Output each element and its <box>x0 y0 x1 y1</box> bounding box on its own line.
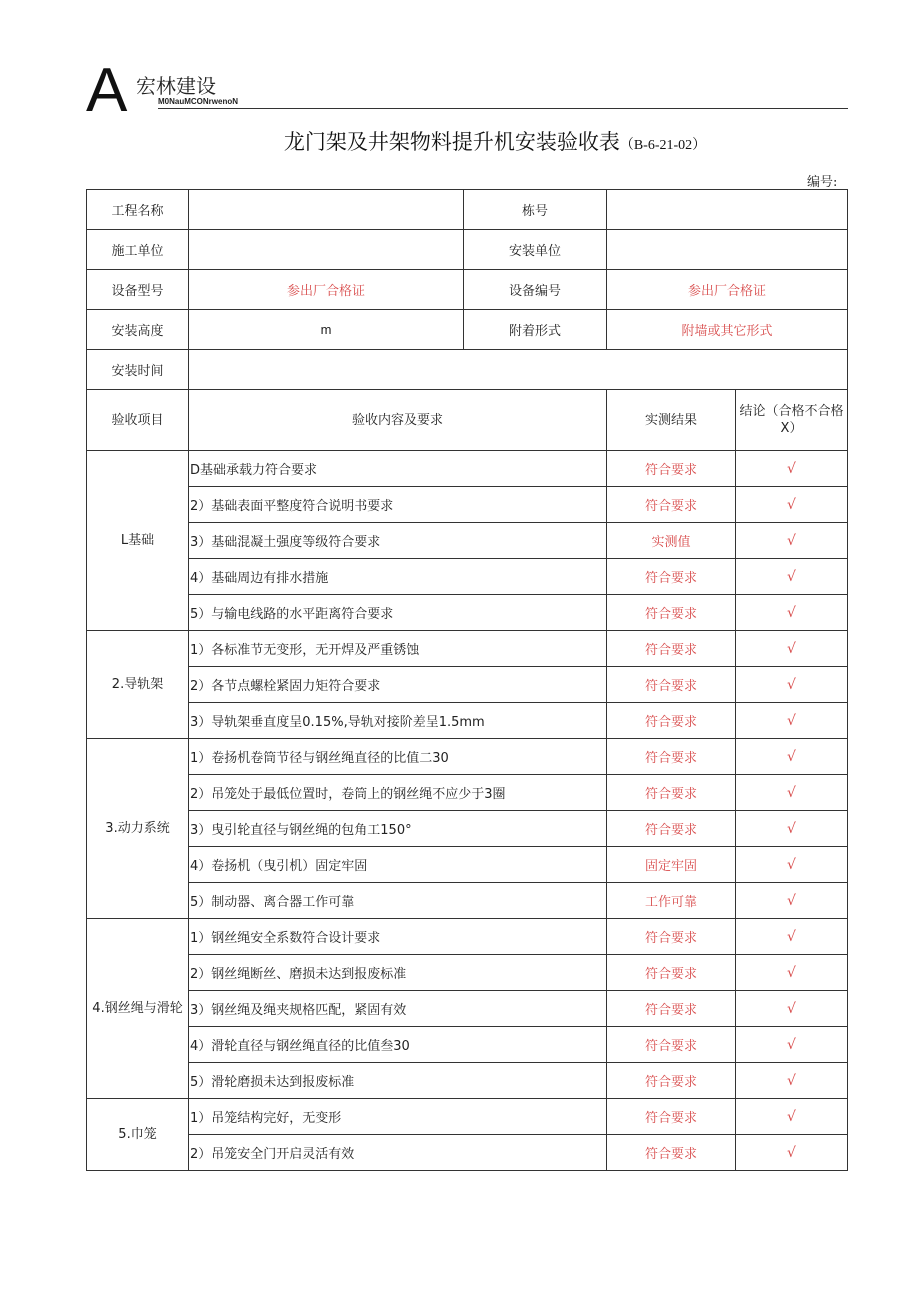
equipment-no-label: 设备编号 <box>464 270 607 310</box>
conclusion-check-mark[interactable]: √ <box>736 955 848 991</box>
header-item: 验收项目 <box>87 390 189 451</box>
inspection-item-text: 1）各标准节无变形，无开焊及严重锈蚀 <box>189 631 607 667</box>
measured-result[interactable]: 符合要求 <box>607 739 736 775</box>
inspection-item-text: 5）制动器、离合器工作可靠 <box>189 883 607 919</box>
table-row <box>87 595 848 631</box>
inspection-item-text: 5）滑轮磨损未达到报废标准 <box>189 1063 607 1099</box>
conclusion-check-mark[interactable]: √ <box>736 595 848 631</box>
conclusion-check-mark[interactable]: √ <box>736 847 848 883</box>
conclusion-check-mark[interactable]: √ <box>736 1135 848 1171</box>
measured-result[interactable]: 符合要求 <box>607 955 736 991</box>
table-row <box>87 847 848 883</box>
conclusion-check-mark[interactable]: √ <box>736 811 848 847</box>
project-name-field[interactable] <box>189 190 464 230</box>
header-content: 验收内容及要求 <box>189 390 607 451</box>
info-row-equipment <box>87 270 848 310</box>
serial-number-label: 编号: <box>807 175 838 190</box>
inspection-item-text: 1）钢丝绳安全系数符合设计要求 <box>189 919 607 955</box>
conclusion-check-mark[interactable]: √ <box>736 883 848 919</box>
table-row <box>87 991 848 1027</box>
measured-result[interactable]: 固定牢固 <box>607 847 736 883</box>
building-no-label: 栋号 <box>464 190 607 230</box>
table-row <box>87 919 848 955</box>
table-row <box>87 559 848 595</box>
measured-result[interactable]: 符合要求 <box>607 775 736 811</box>
measured-result[interactable]: 符合要求 <box>607 631 736 667</box>
model-label: 设备型号 <box>87 270 189 310</box>
install-time-field[interactable] <box>189 350 848 390</box>
measured-result[interactable]: 工作可靠 <box>607 883 736 919</box>
measured-result[interactable]: 符合要求 <box>607 595 736 631</box>
equipment-no-value[interactable]: 参出厂合格证 <box>607 270 848 310</box>
table-row <box>87 883 848 919</box>
inspection-item-text: 4）卷扬机（曳引机）固定牢固 <box>189 847 607 883</box>
conclusion-check-mark[interactable]: √ <box>736 1027 848 1063</box>
conclusion-check-mark[interactable]: √ <box>736 739 848 775</box>
model-value[interactable]: 参出厂合格证 <box>189 270 464 310</box>
info-row-time <box>87 350 848 390</box>
table-row <box>87 1063 848 1099</box>
table-row <box>87 1135 848 1171</box>
table-row <box>87 667 848 703</box>
info-row-project <box>87 190 848 230</box>
conclusion-check-mark[interactable]: √ <box>736 1063 848 1099</box>
table-row <box>87 811 848 847</box>
inspection-item-text: 2）基础表面平整度符合说明书要求 <box>189 487 607 523</box>
info-row-units <box>87 230 848 270</box>
attach-form-value[interactable]: 附墙或其它形式 <box>607 310 848 350</box>
measured-result[interactable]: 符合要求 <box>607 919 736 955</box>
inspection-item-text: 2）钢丝绳断丝、磨损未达到报废标准 <box>189 955 607 991</box>
table-header-row <box>87 390 848 451</box>
building-no-field[interactable] <box>607 190 848 230</box>
measured-result[interactable]: 符合要求 <box>607 703 736 739</box>
measured-result[interactable]: 符合要求 <box>607 487 736 523</box>
conclusion-check-mark[interactable]: √ <box>736 775 848 811</box>
brand-name: 宏林建设 <box>136 74 216 98</box>
install-unit-label: 安装单位 <box>464 230 607 270</box>
header-divider <box>158 108 848 109</box>
inspection-item-text: 1）卷扬机卷筒节径与钢丝绳直径的比值二30 <box>189 739 607 775</box>
inspection-item-text: 3）基础混凝土强度等级符合要求 <box>189 523 607 559</box>
inspection-item-text: 5）与输电线路的水平距离符合要求 <box>189 595 607 631</box>
table-row <box>87 631 848 667</box>
category-cell: L基础 <box>87 451 189 631</box>
logo-letter: A <box>86 56 128 125</box>
construction-unit-field[interactable] <box>189 230 464 270</box>
category-cell: 2.导轨架 <box>87 631 189 739</box>
install-time-label: 安装时间 <box>87 350 189 390</box>
title-text: 龙门架及井架物料提升机安装验收表 <box>283 130 620 154</box>
measured-result[interactable]: 符合要求 <box>607 991 736 1027</box>
measured-result[interactable]: 符合要求 <box>607 559 736 595</box>
inspection-form-table <box>86 189 848 1171</box>
conclusion-check-mark[interactable]: √ <box>736 703 848 739</box>
inspection-item-text: 3）钢丝绳及绳夹规格匹配，紧固有效 <box>189 991 607 1027</box>
inspection-item-text: 2）吊笼安全门开启灵活有效 <box>189 1135 607 1171</box>
category-cell: 5.巾笼 <box>87 1099 189 1171</box>
table-row <box>87 1027 848 1063</box>
table-row <box>87 1099 848 1135</box>
inspection-item-text: 3）曳引轮直径与钢丝绳的包角工150° <box>189 811 607 847</box>
inspection-item-text: 3）导轨架垂直度呈0.15%,导轨对接阶差呈1.5mm <box>189 703 607 739</box>
header-result: 实测结果 <box>607 390 736 451</box>
measured-result[interactable]: 符合要求 <box>607 451 736 487</box>
measured-result[interactable]: 符合要求 <box>607 1027 736 1063</box>
conclusion-check-mark[interactable]: √ <box>736 919 848 955</box>
conclusion-check-mark[interactable]: √ <box>736 559 848 595</box>
project-name-label: 工程名称 <box>87 190 189 230</box>
category-cell: 4.钢丝绳与滑轮 <box>87 919 189 1099</box>
table-row <box>87 451 848 487</box>
info-row-height <box>87 310 848 350</box>
install-height-value[interactable]: m <box>189 310 464 350</box>
title-code: （B-6-21-02） <box>619 138 707 153</box>
table-row <box>87 487 848 523</box>
conclusion-check-mark[interactable]: √ <box>736 1099 848 1135</box>
measured-result[interactable]: 符合要求 <box>607 811 736 847</box>
measured-result[interactable]: 符合要求 <box>607 1063 736 1099</box>
measured-result[interactable]: 符合要求 <box>607 1135 736 1171</box>
category-cell: 3.动力系统 <box>87 739 189 919</box>
conclusion-check-mark[interactable]: √ <box>736 991 848 1027</box>
attach-form-label: 附着形式 <box>464 310 607 350</box>
inspection-item-text: 4）滑轮直径与钢丝绳直径的比值叁30 <box>189 1027 607 1063</box>
table-row <box>87 775 848 811</box>
measured-result[interactable]: 符合要求 <box>607 667 736 703</box>
table-row <box>87 523 848 559</box>
conclusion-check-mark[interactable]: √ <box>736 523 848 559</box>
inspection-item-text: 4）基础周边有排水措施 <box>189 559 607 595</box>
table-row <box>87 955 848 991</box>
document-title <box>0 126 920 156</box>
conclusion-check-mark[interactable]: √ <box>736 487 848 523</box>
table-row <box>87 739 848 775</box>
inspection-item-text: D基础承载力符合要求 <box>189 451 607 487</box>
measured-result[interactable]: 实测值 <box>607 523 736 559</box>
install-unit-field[interactable] <box>607 230 848 270</box>
conclusion-check-mark[interactable]: √ <box>736 631 848 667</box>
inspection-item-text: 2）各节点螺栓紧固力矩符合要求 <box>189 667 607 703</box>
header-conclusion: 结论（合格不合格X） <box>736 390 848 451</box>
conclusion-check-mark[interactable]: √ <box>736 667 848 703</box>
table-row <box>87 703 848 739</box>
construction-unit-label: 施工单位 <box>87 230 189 270</box>
measured-result[interactable]: 符合要求 <box>607 1099 736 1135</box>
brand-subtitle: M0NauMCONrwenoN <box>158 97 239 106</box>
inspection-item-text: 2）吊笼处于最低位置时，卷筒上的钢丝绳不应少于3圈 <box>189 775 607 811</box>
inspection-item-text: 1）吊笼结构完好，无变形 <box>189 1099 607 1135</box>
conclusion-check-mark[interactable]: √ <box>736 451 848 487</box>
install-height-label: 安装高度 <box>87 310 189 350</box>
